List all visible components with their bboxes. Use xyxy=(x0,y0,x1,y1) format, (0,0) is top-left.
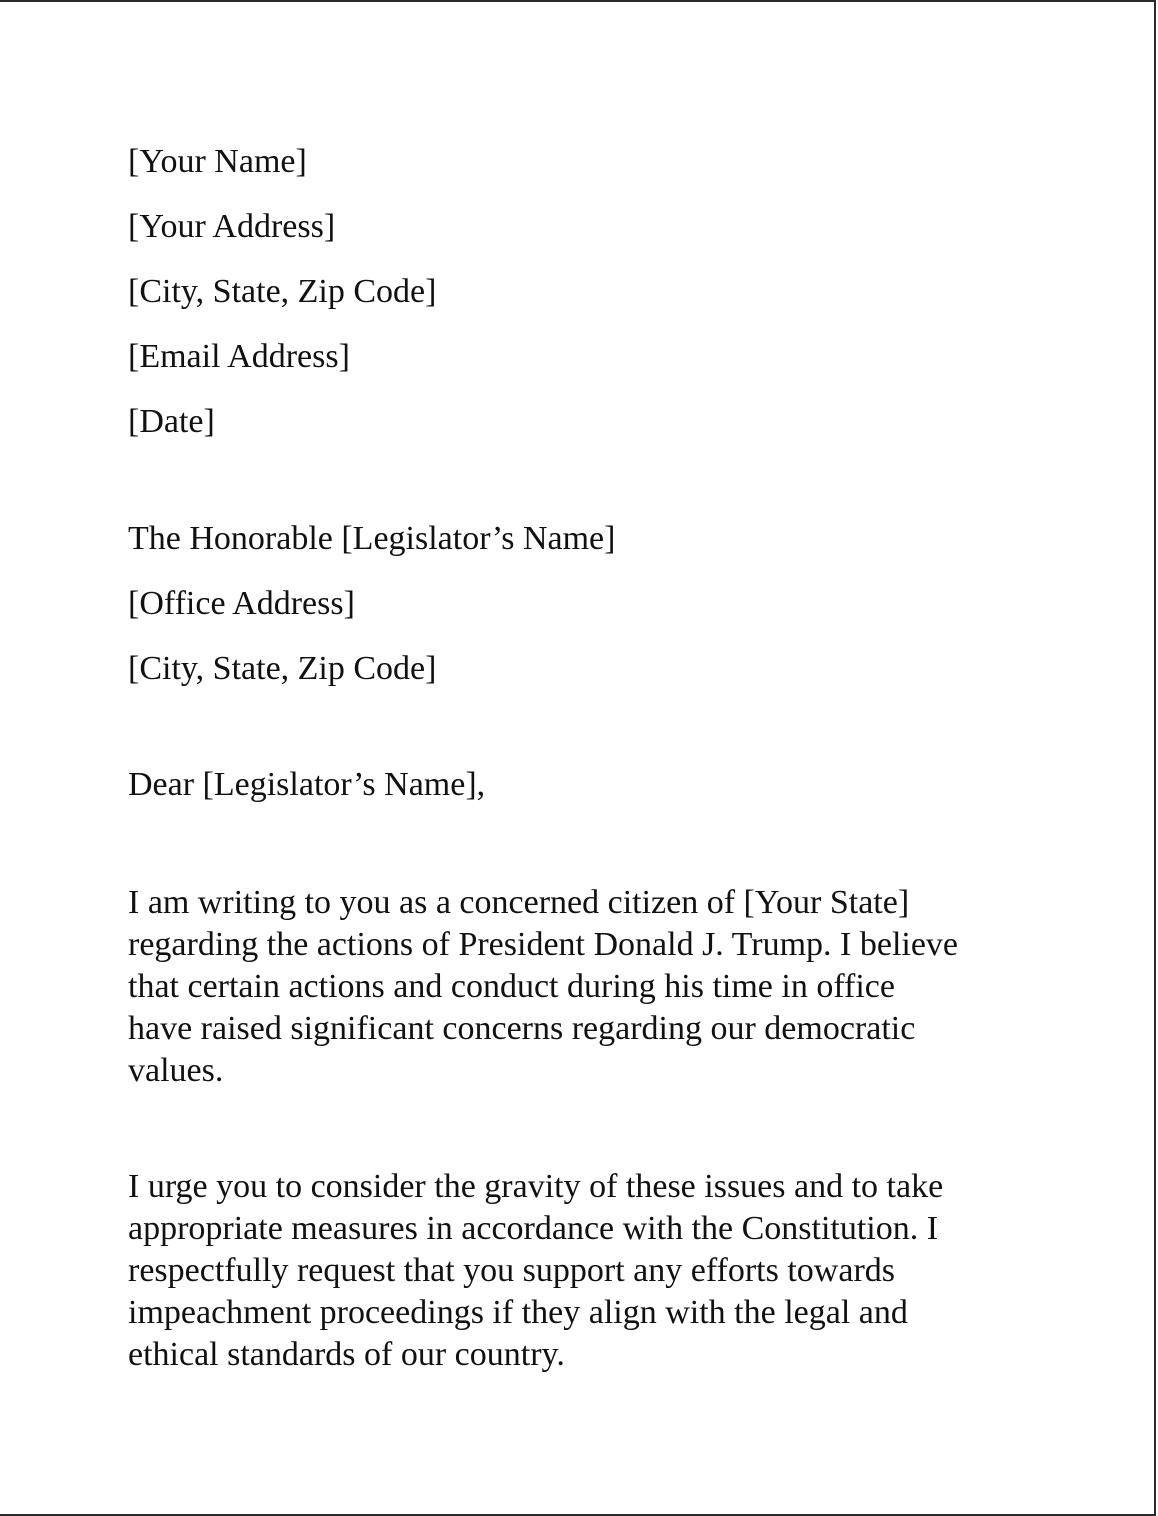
salutation: Dear [Legislator’s Name], xyxy=(128,766,486,803)
paragraph-line: regarding the actions of President Donald J. Trump. I believe xyxy=(128,926,959,963)
body-paragraph-2 xyxy=(128,1166,1028,1376)
paragraph-line: I urge you to consider the gravity of these issues and to take xyxy=(128,1168,944,1205)
paragraph-line: ethical standards of our country. xyxy=(128,1336,565,1373)
body-paragraph-1 xyxy=(128,882,1028,1092)
sender-city-state-zip: [City, State, Zip Code] xyxy=(128,273,437,310)
recipient-city-state-zip: [City, State, Zip Code] xyxy=(128,650,437,687)
paragraph-line: impeachment proceedings if they align with the legal and xyxy=(128,1294,908,1331)
letter-date: [Date] xyxy=(128,403,215,440)
sender-name: [Your Name] xyxy=(128,143,307,180)
paragraph-line: have raised significant concerns regarding our democratic xyxy=(128,1010,916,1047)
paragraph-line: that certain actions and conduct during his time in office xyxy=(128,968,895,1005)
sender-email: [Email Address] xyxy=(128,338,350,375)
sender-address: [Your Address] xyxy=(128,208,336,245)
recipient-name: The Honorable [Legislator’s Name] xyxy=(128,520,616,557)
paragraph-line: I am writing to you as a concerned citizen of [Your State] xyxy=(128,884,910,921)
recipient-office-address: [Office Address] xyxy=(128,585,355,622)
paragraph-line: respectfully request that you support any efforts towards xyxy=(128,1252,896,1289)
paragraph-line: values. xyxy=(128,1052,224,1089)
paragraph-line: appropriate measures in accordance with the Constitution. I xyxy=(128,1210,939,1247)
